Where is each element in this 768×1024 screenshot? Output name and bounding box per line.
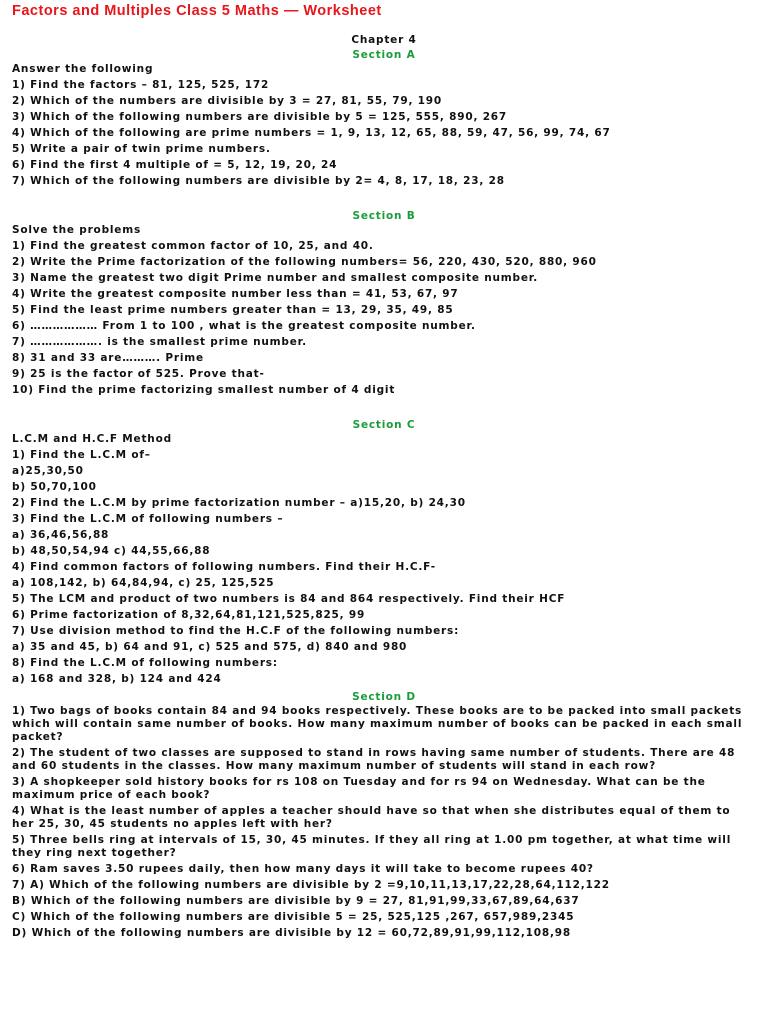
- section-b-intro: Solve the problems: [12, 224, 142, 236]
- section-b-heading: Section B: [352, 210, 416, 222]
- question-item: 7) A) Which of the following numbers are divisible by 2 =9,10,11,13,17,22,28,64,112,122: [12, 879, 610, 891]
- question-item: 5) The LCM and product of two numbers is 84 and 864 respectively. Find their HCF: [12, 593, 566, 605]
- question-item: 3) Name the greatest two digit Prime number and smallest composite number.: [12, 272, 539, 284]
- question-item: 1) Find the L.C.M of–: [12, 449, 151, 461]
- question-item: 7) ………………. is the smallest prime number.: [12, 336, 307, 348]
- section-c-heading: Section C: [352, 419, 416, 431]
- question-item: D) Which of the following numbers are divisible by 12 = 60,72,89,91,99,112,108,98: [12, 927, 571, 939]
- question-item: a) 36,46,56,88: [12, 529, 110, 541]
- section-a-intro: Answer the following: [12, 63, 154, 75]
- section-d: [12, 689, 756, 940]
- question-item: 2) Write the Prime factorization of the following numbers= 56, 220, 430, 520, 880, 960: [12, 256, 597, 268]
- section-c-intro: L.C.M and H.C.F Method: [12, 433, 172, 445]
- question-item: 6) Prime factorization of 8,32,64,81,121,525,825, 99: [12, 609, 366, 621]
- question-item: a) 35 and 45, b) 64 and 91, c) 525 and 575, d) 840 and 980: [12, 641, 408, 653]
- question-item: 8) Find the L.C.M of following numbers:: [12, 657, 278, 669]
- question-item: 1) Find the factors – 81, 125, 525, 172: [12, 79, 270, 91]
- page-title: Factors and Multiples Class 5 Maths — Worksheet: [12, 3, 382, 19]
- question-item: 4) What is the least number of apples a teacher should have so that when she distributes equal of them to her 25, 30, 45 students no apples left with her?: [12, 805, 731, 830]
- question-item: a) 108,142, b) 64,84,94, c) 25, 125,525: [12, 577, 275, 589]
- question-item: B) Which of the following numbers are divisible by 9 = 27, 81,91,99,33,67,89,64,637: [12, 895, 580, 907]
- section-c-questions: [12, 449, 756, 686]
- question-item: 5) Write a pair of twin prime numbers.: [12, 143, 271, 155]
- question-item: 6) Find the first 4 multiple of = 5, 12, 19, 20, 24: [12, 159, 338, 171]
- section-d-questions: [12, 705, 756, 940]
- question-item: C) Which of the following numbers are divisible 5 = 25, 525,125 ,267, 657,989,2345: [12, 911, 575, 923]
- question-item: 4) Find common factors of following numbers. Find their H.C.F-: [12, 561, 436, 573]
- section-a-heading: Section A: [352, 49, 416, 61]
- question-item: 7) Use division method to find the H.C.F of the following numbers:: [12, 625, 460, 637]
- section-b: [12, 208, 756, 397]
- section-a-questions: [12, 79, 756, 188]
- question-item: 4) Write the greatest composite number less than = 41, 53, 67, 97: [12, 288, 459, 300]
- question-item: 7) Which of the following numbers are divisible by 2= 4, 8, 17, 18, 23, 28: [12, 175, 505, 187]
- question-item: a)25,30,50: [12, 465, 84, 477]
- question-item: 2) The student of two classes are supposed to stand in rows having same number of students. There are 48 and 60 students in the classes. How many maximum number of students will stand in each row?: [12, 747, 736, 772]
- question-item: 6) Ram saves 3.50 rupees daily, then how many days it will take to become rupees 40?: [12, 863, 594, 875]
- section-c: [12, 417, 756, 686]
- question-item: 1) Two bags of books contain 84 and 94 books respectively. These books are to be packed into small packets which will contain same number of books. How many maximum number of books can be packed in each small packet?: [12, 705, 743, 743]
- question-item: 3) Find the L.C.M of following numbers –: [12, 513, 284, 525]
- section-a: [12, 47, 756, 188]
- question-item: 5) Three bells ring at intervals of 15, 30, 45 minutes. If they all ring at 1.00 pm together, at what time will they ring next together?: [12, 834, 732, 859]
- chapter-label: Chapter 4: [351, 34, 417, 46]
- question-item: 2) Find the L.C.M by prime factorization number – a)15,20, b) 24,30: [12, 497, 466, 509]
- section-b-questions: [12, 240, 756, 397]
- question-item: 10) Find the prime factorizing smallest number of 4 digit: [12, 384, 396, 396]
- question-item: 1) Find the greatest common factor of 10, 25, and 40.: [12, 240, 374, 252]
- question-item: 3) Which of the following numbers are divisible by 5 = 125, 555, 890, 267: [12, 111, 508, 123]
- question-item: 5) Find the least prime numbers greater than = 13, 29, 35, 49, 85: [12, 304, 454, 316]
- section-d-heading: Section D: [352, 691, 416, 703]
- question-item: a) 168 and 328, b) 124 and 424: [12, 673, 222, 685]
- question-item: b) 48,50,54,94 c) 44,55,66,88: [12, 545, 211, 557]
- question-item: 8) 31 and 33 are………. Prime: [12, 352, 204, 364]
- question-item: b) 50,70,100: [12, 481, 97, 493]
- question-item: 2) Which of the numbers are divisible by 3 = 27, 81, 55, 79, 190: [12, 95, 443, 107]
- question-item: 6) ……………… From 1 to 100 , what is the greatest composite number.: [12, 320, 476, 332]
- question-item: 4) Which of the following are prime numbers = 1, 9, 13, 12, 65, 88, 59, 47, 56, 99, 74, 67: [12, 127, 611, 139]
- question-item: 3) A shopkeeper sold history books for rs 108 on Tuesday and for rs 94 on Wednesday. What can be the maximum price of each book?: [12, 776, 706, 801]
- question-item: 9) 25 is the factor of 525. Prove that-: [12, 368, 265, 380]
